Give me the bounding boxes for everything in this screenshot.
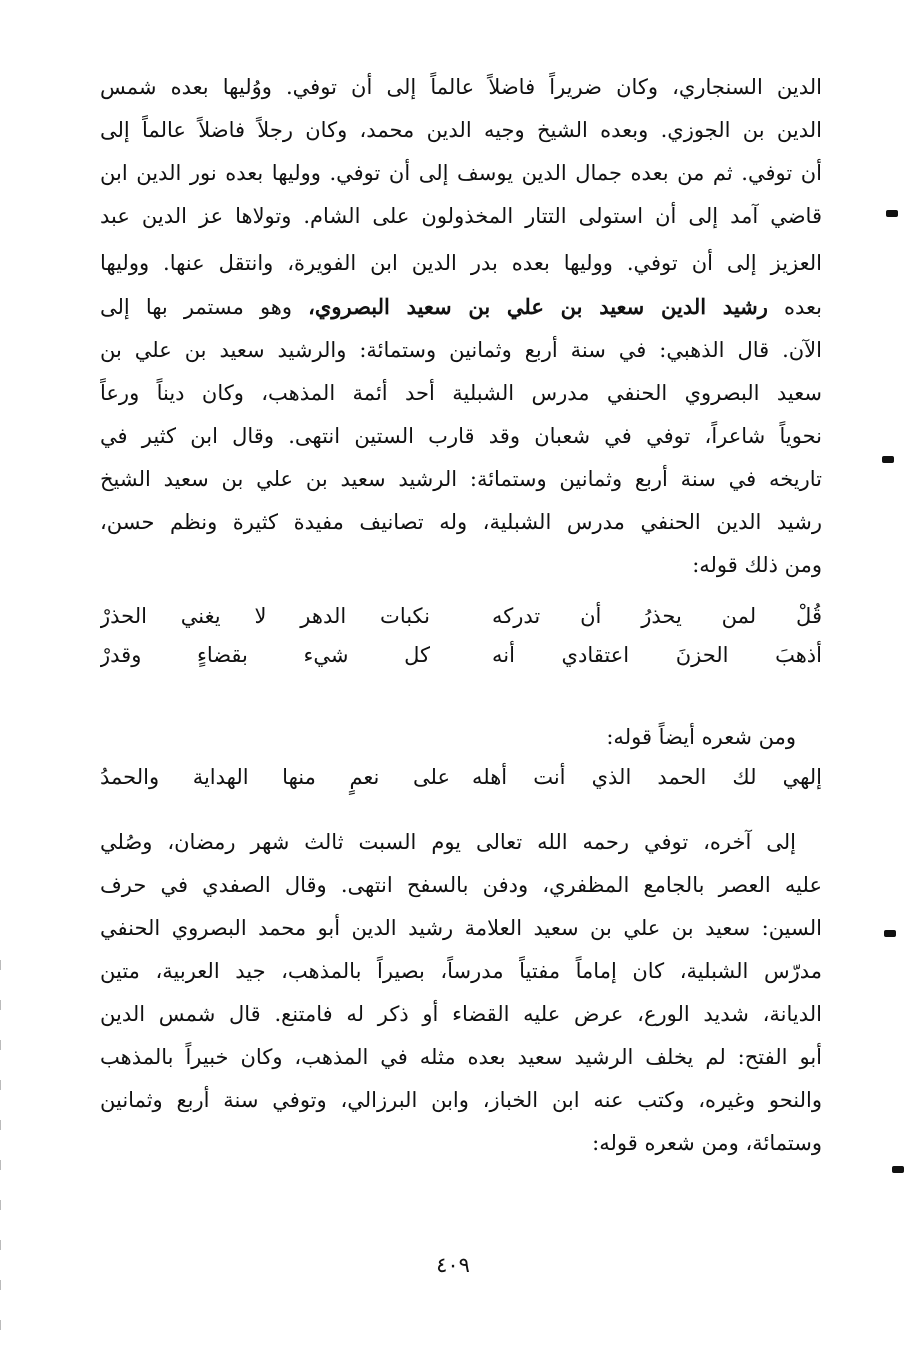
text-line-with-name — [100, 285, 822, 329]
text-line: ومن ذلك قوله: — [692, 553, 822, 577]
margin-mark — [884, 930, 896, 937]
text-line: والنحو وغيره، وكتب عنه ابن الخباز، وابن البرزالي، وتوفي سنة أربع وثمانين — [100, 1088, 822, 1112]
poem-2-verse — [100, 757, 822, 797]
text-line: الدين السنجاري، وكان ضريراً فاضلاً عالماً إلى أن توفي. ووُليها بعده شمس — [100, 75, 822, 99]
text-line: عليه العصر بالجامع المظفري، ودفن بالسفح انتهى. وقال الصفدي في حرف — [100, 873, 822, 897]
verse-first-hemistich: أذهبَ الحزنَ اعتقادي أنه — [492, 643, 822, 667]
text-line: سعيد البصروي الحنفي مدرس الشبلية أحد أئمة المذهب، وكان ديناً ورعاً — [100, 381, 822, 405]
text-line: الديانة، شديد الورع، عرض عليه القضاء أو ذكر له فامتنع. قال شمس الدين — [100, 1002, 822, 1026]
page-body — [100, 58, 822, 1165]
text-line: تاريخه في سنة أربع وثمانين وستمائة: الرشيد سعيد بن علي بن سعيد الشيخ — [100, 467, 822, 491]
paragraph-2 — [100, 242, 822, 587]
margin-mark — [892, 1166, 904, 1173]
poem-verse — [100, 636, 822, 675]
highlighted-name: رشيد الدين سعيد بن علي بن سعيد البصروي، — [308, 294, 768, 319]
page-edge-line — [0, 960, 1, 1340]
text-line: نحوياً شاعراً، توفي في شعبان وقد قارب الستين انتهى. وقال ابن كثير في — [100, 424, 822, 448]
verse-second-hemistich: على نعمٍ منها الهداية والحمدُ — [100, 765, 450, 789]
poem-verse — [100, 597, 822, 636]
text-line: العزيز إلى أن توفي. ووليها بعده بدر الدين ابن الفويرة، وانتقل عنها. ووليها — [100, 251, 822, 275]
verse-second-hemistich: نكبات الدهر لا يغني الحذرْ — [100, 604, 430, 628]
paragraph-1 — [100, 66, 822, 238]
poem-2-intro: ومن شعره أيضاً قوله: — [606, 725, 796, 749]
paragraph-3 — [100, 821, 822, 1165]
verse-first-hemistich: قُلْ لمن يحذرُ أن تدركه — [492, 604, 822, 628]
text-line: رشيد الدين الحنفي مدرس الشبلية، وله تصانيف مفيدة كثيرة ونظم حسن، — [100, 510, 822, 534]
text-segment: وهو مستمر بها إلى — [100, 295, 309, 319]
text-segment: بعده — [767, 295, 822, 319]
text-line: وستمائة، ومن شعره قوله: — [592, 1131, 822, 1155]
page-number: ٤٠٩ — [436, 1253, 470, 1277]
text-line: الآن. قال الذهبي: في سنة أربع وثمانين وستمائة: والرشيد سعيد بن علي بن — [100, 338, 822, 362]
text-line: مدرّس الشبلية، كان إماماً مفتياً مدرساً، بصيراً بالمذهب، جيد العربية، متين — [100, 959, 822, 983]
text-line: السين: سعيد بن علي بن سعيد العلامة رشيد الدين أبو محمد البصروي الحنفي — [100, 916, 822, 940]
margin-mark — [886, 210, 898, 217]
verse-first-hemistich: إلهي لك الحمد الذي أنت أهله — [472, 765, 822, 789]
text-line: أن توفي. ثم من بعده جمال الدين يوسف إلى أن توفي. ووليها بعده نور الدين ابن — [100, 161, 822, 185]
verse-second-hemistich: كل شيء بقضاءٍ وقدرْ — [100, 643, 430, 667]
text-line: قاضي آمد إلى أن استولى التتار المخذولون على الشام. وتولاها عز الدين عبد — [100, 204, 822, 228]
text-line: أبو الفتح: لم يخلف الرشيد سعيد بعده مثله في المذهب، وكان خبيراً بالمذهب — [100, 1045, 822, 1069]
poem-1 — [100, 597, 822, 675]
text-line: الدين بن الجوزي. وبعده الشيخ وجيه الدين محمد، وكان رجلاً فاضلاً عالماً إلى — [100, 118, 822, 142]
text-line: إلى آخره، توفي رحمه الله تعالى يوم السبت ثالث شهر رمضان، وصُلي — [100, 830, 796, 854]
margin-mark — [882, 456, 894, 463]
